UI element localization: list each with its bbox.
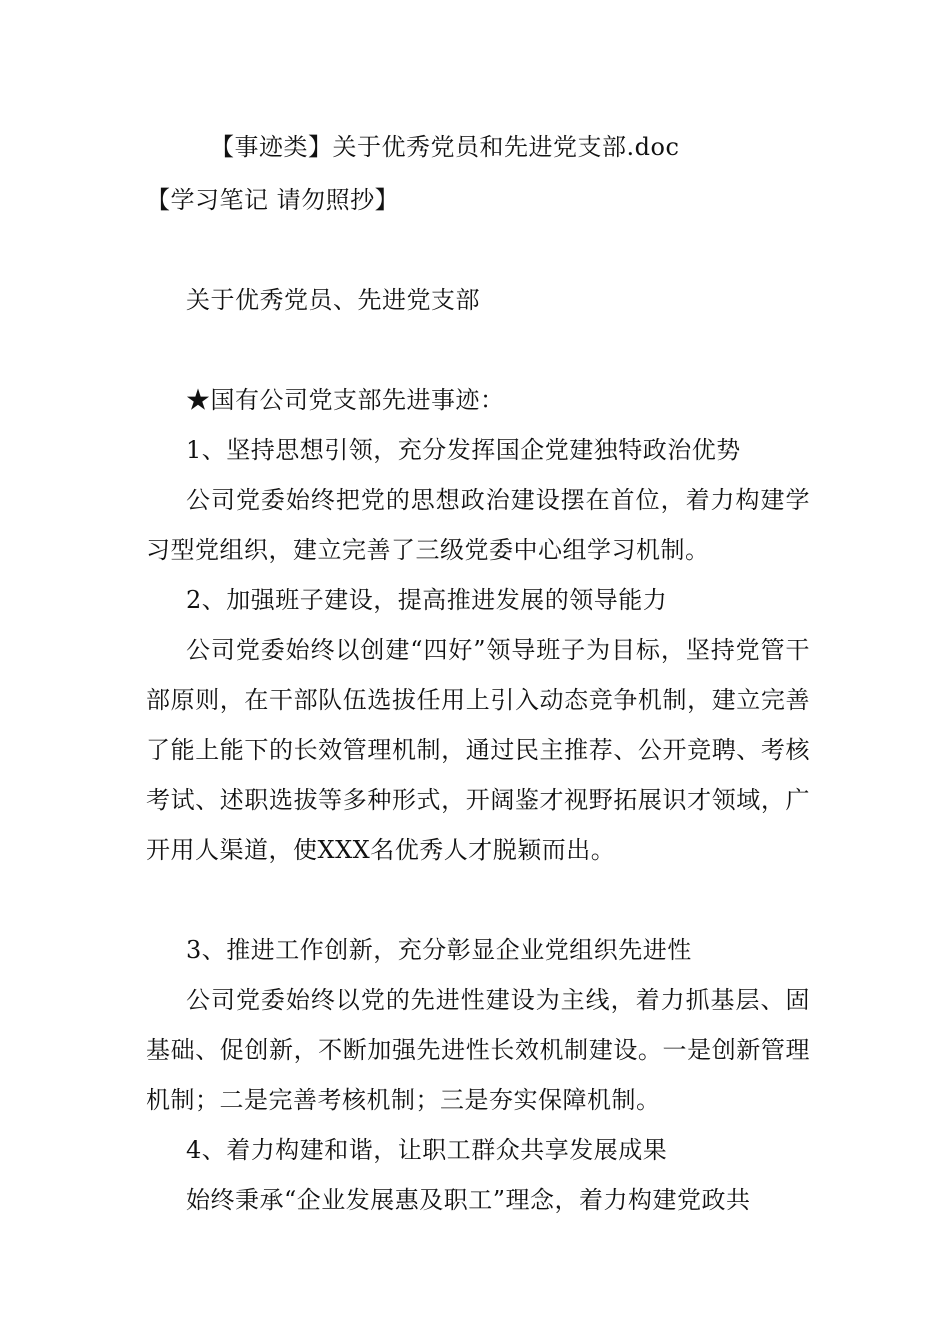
- item-paragraph: 公司党委始终以创建“四好”领导班子为目标，坚持党管干部原则，在干部队伍选拔任用上引入动态竞争机制，建立完善了能上能下的长效管理机制，通过民主推荐、公开竞聘、考核考试、述职选拔等多种形式，开阔鉴才视野拓展识才领域，广开用人渠道，使XXX名优秀人才脱颖而出。: [146, 636, 810, 864]
- document-title: 【事迹类】关于优秀党员和先进党支部.doc: [210, 133, 680, 161]
- item-heading: 1、坚持思想引领，充分发挥国企党建独特政治优势: [186, 436, 741, 464]
- item-paragraph: 始终秉承“企业发展惠及职工”理念，着力构建党政共: [186, 1186, 751, 1214]
- item-paragraph: 公司党委始终以党的先进性建设为主线，着力抓基层、固基础、促创新，不断加强先进性长效机制建设。一是创新管理机制；二是完善考核机制；三是夯实保障机制。: [146, 986, 810, 1114]
- item-heading: 2、加强班子建设，提高推进发展的领导能力: [186, 586, 668, 614]
- item-paragraph: 公司党委始终把党的思想政治建设摆在首位，着力构建学习型党组织，建立完善了三级党委中心组学习机制。: [146, 486, 810, 564]
- document-subtitle: 关于优秀党员、先进党支部: [186, 286, 480, 314]
- study-note: 【学习笔记 请勿照抄】: [146, 186, 400, 214]
- item-heading: 4、着力构建和谐，让职工群众共享发展成果: [186, 1136, 668, 1164]
- item-heading: 3、推进工作创新，充分彰显企业党组织先进性: [186, 936, 692, 964]
- section-heading: ★国有公司党支部先进事迹：: [186, 386, 505, 414]
